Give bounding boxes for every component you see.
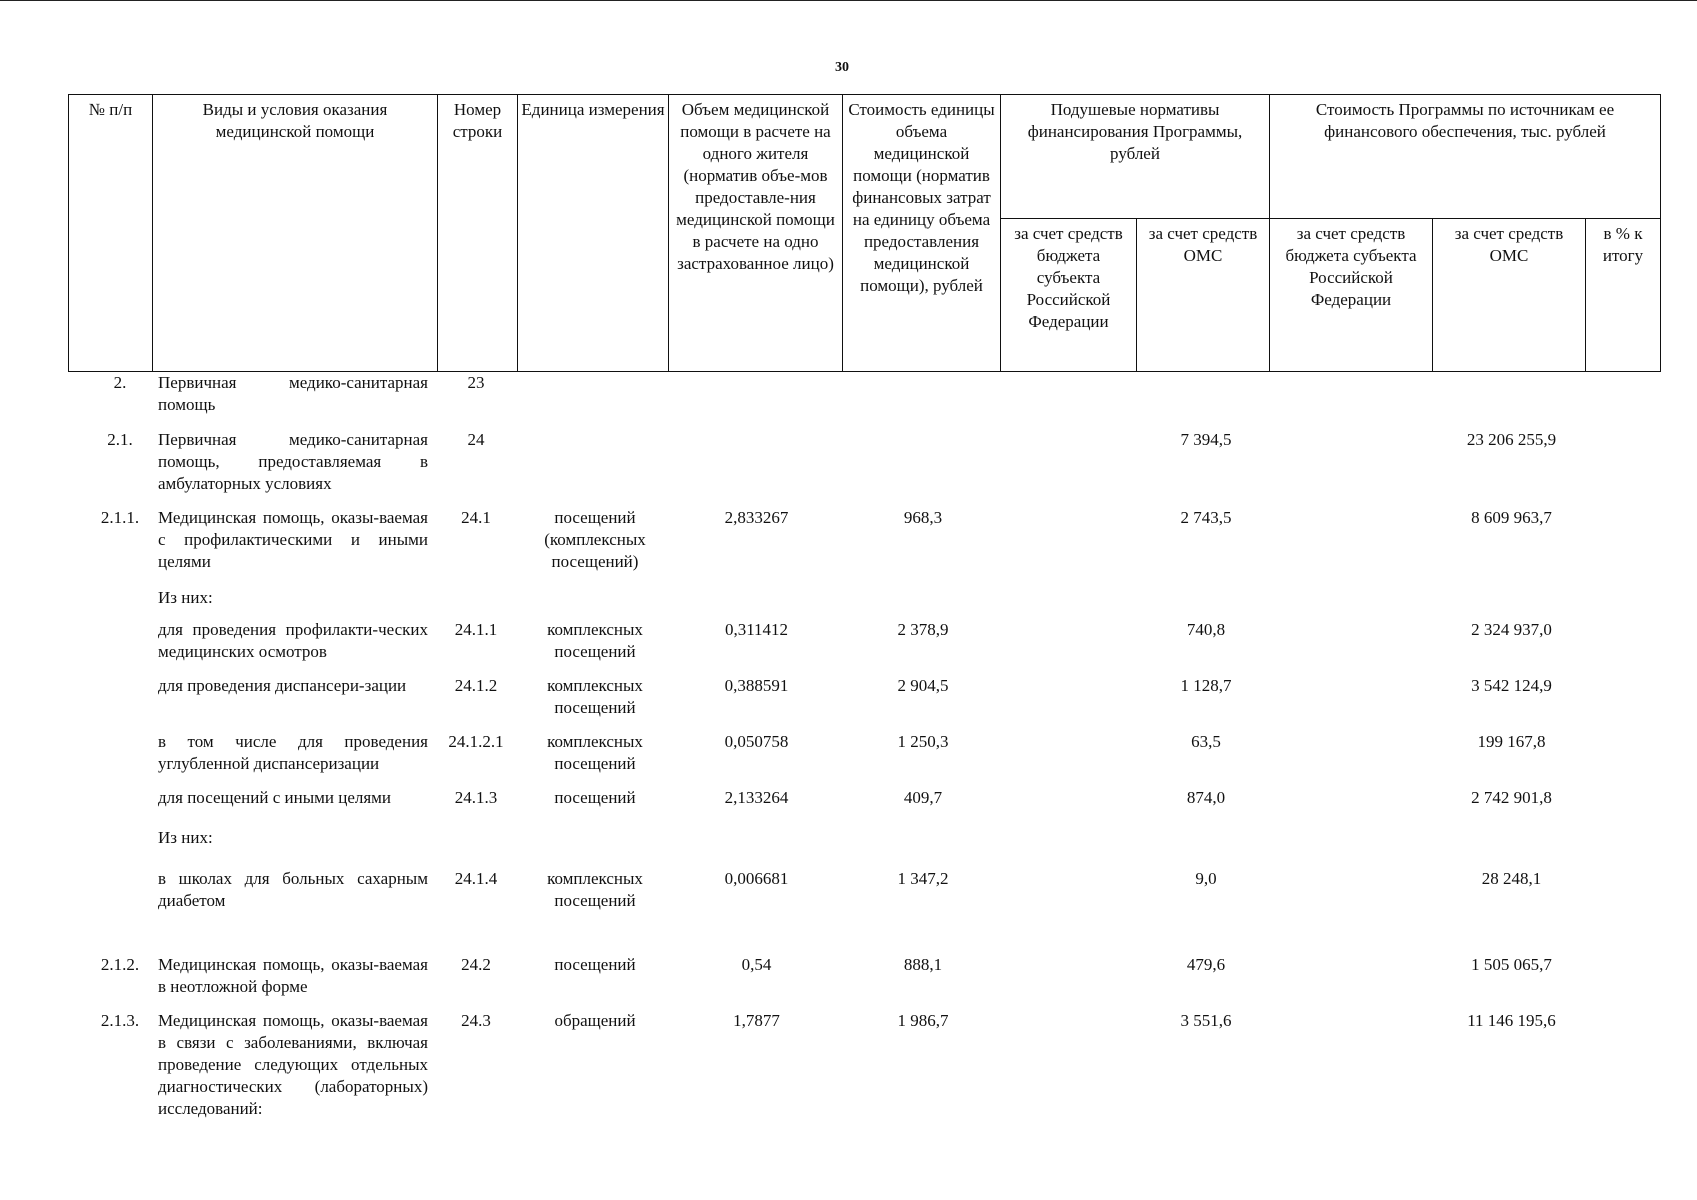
header-pc-oms: за счет средств ОМС — [1137, 219, 1270, 372]
row-total-oms: 2 324 937,0 — [1471, 620, 1552, 639]
row-volume: 0,006681 — [724, 869, 789, 888]
header-unit: Единица измерения — [518, 95, 669, 372]
row-cost: 1 250,3 — [897, 732, 949, 751]
row-unit: комплексных посещений — [547, 869, 643, 910]
row-unit: посещений (комплексных посещений) — [544, 508, 646, 571]
row-num: 2.1.1. — [100, 508, 140, 527]
row-line: 24.2 — [461, 955, 491, 974]
row-total-oms: 1 505 065,7 — [1471, 955, 1552, 974]
row-name: Из них: — [158, 588, 213, 607]
row-line: 23 — [467, 373, 485, 392]
row-total-oms: 11 146 195,6 — [1467, 1011, 1556, 1030]
row-pc-oms: 63,5 — [1191, 732, 1221, 751]
row-name: Медицинская помощь, оказы-ваемая с профилактическими и иными целями — [158, 508, 428, 571]
row-cost: 2 378,9 — [897, 620, 949, 639]
row-total-oms: 199 167,8 — [1477, 732, 1546, 751]
header-cost-oms: за счет средств ОМС — [1433, 219, 1586, 372]
row-name: в школах для больных сахарным диабетом — [158, 869, 428, 910]
row-unit: посещений — [554, 955, 636, 974]
row-pc-oms: 479,6 — [1186, 955, 1226, 974]
row-total-oms: 28 248,1 — [1481, 869, 1542, 888]
row-line: 24.3 — [461, 1011, 491, 1030]
row-volume: 0,54 — [741, 955, 772, 974]
row-num: 2.1. — [107, 430, 133, 449]
row-volume: 0,388591 — [724, 676, 789, 695]
row-name: Первичная медико-санитарная помощь — [158, 373, 428, 414]
row-name: Медицинская помощь, оказы-ваемая в неотложной форме — [158, 955, 428, 996]
row-line: 24.1.2.1 — [448, 732, 504, 751]
header-per-capita-group: Подушевые нормативы финансирования Программы, рублей — [1001, 95, 1270, 219]
row-line: 24.1 — [461, 508, 491, 527]
row-volume: 0,050758 — [724, 732, 789, 751]
row-cost: 888,1 — [903, 955, 943, 974]
header-num: № п/п — [69, 95, 153, 372]
header-cost-percent: в % к итогу — [1586, 219, 1661, 372]
row-unit: комплексных посещений — [547, 676, 643, 717]
row-total-oms: 23 206 255,9 — [1466, 430, 1557, 449]
row-name: для проведения диспансери-зации — [158, 676, 407, 695]
header-volume: Объем медицинской помощи в расчете на одного жителя (норматив объе-мов предоставле-ния медицинской помощи в расчете на одно застрахованное лицо) — [669, 95, 843, 372]
row-name: для посещений с иными целями — [158, 788, 392, 807]
row-pc-oms: 2 743,5 — [1180, 508, 1232, 527]
row-pc-oms: 7 394,5 — [1180, 430, 1232, 449]
row-cost: 2 904,5 — [897, 676, 949, 695]
row-volume: 2,133264 — [724, 788, 789, 807]
row-name: Медицинская помощь, оказы-ваемая в связи с заболеваниями, включая проведение следующих отдельных диагностических (лабораторных) исследований: — [158, 1011, 428, 1118]
row-cost: 409,7 — [903, 788, 943, 807]
row-unit: обращений — [554, 1011, 636, 1030]
row-unit: посещений — [554, 788, 636, 807]
row-pc-oms: 1 128,7 — [1180, 676, 1232, 695]
row-cost: 1 347,2 — [897, 869, 949, 888]
row-pc-oms: 874,0 — [1186, 788, 1226, 807]
row-volume: 0,311412 — [724, 620, 789, 639]
row-name: Первичная медико-санитарная помощь, предоставляемая в амбулаторных условиях — [158, 430, 428, 493]
row-pc-oms: 740,8 — [1186, 620, 1226, 639]
row-name: в том числе для проведения углубленной диспансеризации — [158, 732, 428, 773]
row-total-oms: 8 609 963,7 — [1471, 508, 1552, 527]
row-num: 2. — [113, 373, 127, 392]
header-name: Виды и условия оказания медицинской помощи — [153, 95, 438, 372]
row-cost: 1 986,7 — [897, 1011, 949, 1030]
header-cost-budget: за счет средств бюджета субъекта Российской Федерации — [1270, 219, 1433, 372]
header-line: Номер строки — [438, 95, 518, 372]
row-pc-oms: 9,0 — [1195, 869, 1217, 888]
row-line: 24.1.4 — [454, 869, 498, 888]
row-line: 24.1.1 — [454, 620, 498, 639]
row-name: для проведения профилакти-ческих медицинских осмотров — [158, 620, 428, 661]
row-num: 2.1.2. — [100, 955, 140, 974]
row-unit: комплексных посещений — [547, 620, 643, 661]
row-total-oms: 2 742 901,8 — [1471, 788, 1552, 807]
row-volume: 1,7877 — [733, 1011, 780, 1030]
row-unit: комплексных посещений — [547, 732, 643, 773]
header-cost: Стоимость единицы объема медицинской помощи (норматив финансовых затрат на единицу объема предоставления медицинской помощи), рублей — [843, 95, 1001, 372]
row-pc-oms: 3 551,6 — [1180, 1011, 1232, 1030]
row-cost: 968,3 — [903, 508, 943, 527]
page-number: 30 — [835, 60, 849, 75]
row-volume: 2,833267 — [724, 508, 789, 527]
header-pc-budget: за счет средств бюджета субъекта Российской Федерации — [1001, 219, 1137, 372]
row-line: 24 — [467, 430, 485, 449]
row-line: 24.1.2 — [454, 676, 498, 695]
header-program-cost-group: Стоимость Программы по источникам ее финансового обеспечения, тыс. рублей — [1270, 95, 1661, 219]
row-line: 24.1.3 — [454, 788, 498, 807]
row-name: Из них: — [158, 828, 213, 847]
row-num: 2.1.3. — [100, 1011, 140, 1030]
row-total-oms: 3 542 124,9 — [1471, 676, 1552, 695]
